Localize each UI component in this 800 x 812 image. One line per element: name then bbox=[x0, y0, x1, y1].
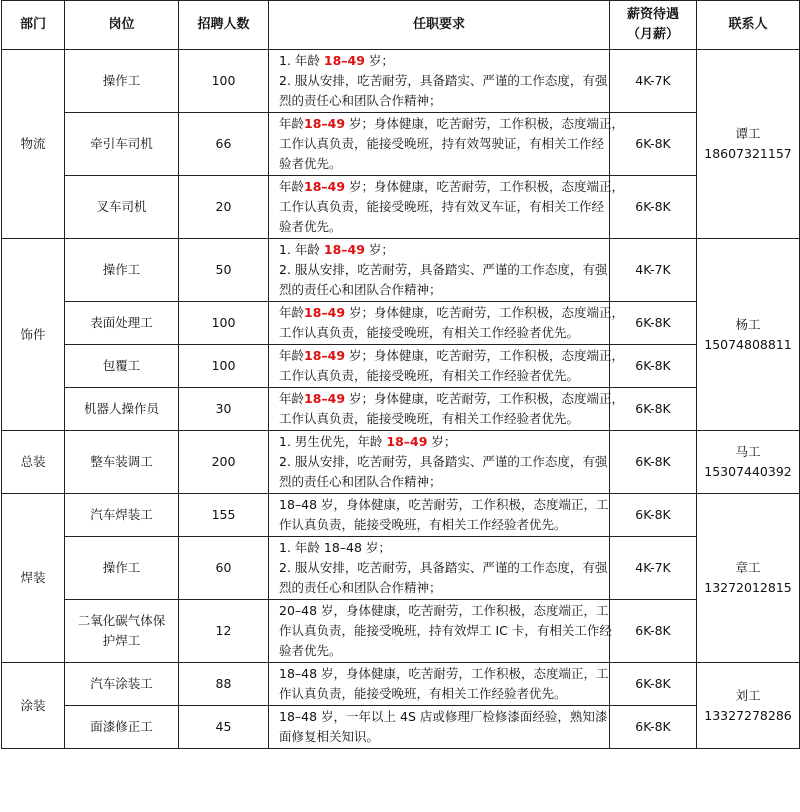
table-row bbox=[2, 388, 800, 431]
salary-cell: 6K-8K bbox=[610, 431, 697, 494]
table-row bbox=[2, 239, 800, 302]
requirement-line bbox=[279, 177, 625, 197]
contact-phone: 15074808811 bbox=[704, 336, 792, 352]
requirement-line bbox=[279, 114, 625, 134]
requirement-text: 1. 年龄 18–48 岁； bbox=[279, 540, 391, 555]
requirements-cell bbox=[269, 113, 625, 176]
count-cell: 60 bbox=[179, 537, 269, 600]
requirement-text: 2. 服从安排，吃苦耐劳，具备踏实、严谨的工作态度，有强 bbox=[279, 73, 608, 88]
position-title-line: 护焊工 bbox=[102, 633, 141, 648]
requirement-text: 作认真负责，能接受晚班，有相关工作经验者优先。 bbox=[279, 517, 567, 532]
position-cell bbox=[65, 431, 179, 494]
salary-cell: 4K-7K bbox=[610, 50, 697, 113]
salary-cell: 6K-8K bbox=[610, 176, 697, 239]
count-cell: 66 bbox=[179, 113, 269, 176]
requirement-text: 2. 服从安排，吃苦耐劳，具备踏实、严谨的工作态度，有强 bbox=[279, 454, 608, 469]
requirement-line bbox=[279, 578, 601, 598]
contact-cell bbox=[697, 663, 800, 749]
requirement-text: 1. 年龄 bbox=[279, 53, 324, 68]
position-cell bbox=[65, 50, 179, 113]
requirement-line bbox=[279, 51, 601, 71]
requirement-text: 烈的责任心和团队合作精神； bbox=[279, 282, 442, 297]
position-title-line: 整车装调工 bbox=[90, 454, 153, 469]
requirement-text: 岁； bbox=[364, 242, 394, 257]
table-row bbox=[2, 537, 800, 600]
requirement-text: 验者优先。 bbox=[279, 219, 342, 234]
position-cell bbox=[65, 537, 179, 600]
requirement-text: 岁；身体健康，吃苦耐劳，工作积极，态度端正， bbox=[345, 305, 625, 320]
requirement-text: 作认真负责，能接受晚班，持有效焊工 IC 卡，有相关工作经 bbox=[279, 623, 612, 638]
requirement-line bbox=[279, 260, 608, 280]
requirement-line bbox=[279, 71, 608, 91]
contact-name: 章工 bbox=[735, 560, 761, 575]
salary-cell: 4K-7K bbox=[610, 239, 697, 302]
requirement-text: 工作认真负责，能接受晚班，有相关工作经验者优先。 bbox=[279, 411, 580, 426]
requirement-line bbox=[279, 217, 601, 237]
salary-cell: 6K-8K bbox=[610, 302, 697, 345]
count-cell: 155 bbox=[179, 494, 269, 537]
count-cell: 200 bbox=[179, 431, 269, 494]
header-salary-line2: （月薪） bbox=[626, 27, 679, 42]
header-contact: 联系人 bbox=[697, 1, 800, 50]
requirement-line bbox=[279, 91, 601, 111]
dept-cell: 饰件 bbox=[2, 239, 65, 431]
requirement-line bbox=[279, 366, 601, 386]
requirements-cell bbox=[269, 494, 610, 537]
requirement-text: 验者优先。 bbox=[279, 643, 342, 658]
position-cell bbox=[65, 302, 179, 345]
table-row bbox=[2, 706, 800, 749]
salary-cell: 6K-8K bbox=[610, 706, 697, 749]
table-row bbox=[2, 113, 800, 176]
position-title-line: 叉车司机 bbox=[96, 199, 147, 214]
requirement-text: 年龄 bbox=[279, 348, 305, 363]
requirement-line bbox=[279, 538, 601, 558]
requirement-text: 1. 年龄 bbox=[279, 242, 324, 257]
requirement-text: 工作认真负责，能接受晚班，持有效驾驶证，有相关工作经 bbox=[279, 136, 605, 151]
requirement-line bbox=[279, 727, 601, 747]
table-row bbox=[2, 345, 800, 388]
position-title-line: 操作工 bbox=[102, 560, 141, 575]
requirement-text: 2. 服从安排，吃苦耐劳，具备踏实、严谨的工作态度，有强 bbox=[279, 560, 608, 575]
contact-cell bbox=[697, 239, 800, 431]
contact-cell bbox=[697, 431, 800, 494]
position-title-line: 操作工 bbox=[102, 262, 141, 277]
dept-cell: 总装 bbox=[2, 431, 65, 494]
position-cell bbox=[65, 345, 179, 388]
requirement-line bbox=[279, 452, 608, 472]
position-title-line: 牵引车司机 bbox=[90, 136, 153, 151]
age-range-highlight: 18–49 bbox=[304, 391, 346, 406]
position-cell bbox=[65, 600, 179, 663]
requirement-line bbox=[279, 641, 601, 661]
requirements-cell bbox=[269, 537, 610, 600]
dept-cell: 焊装 bbox=[2, 494, 65, 663]
position-cell bbox=[65, 239, 179, 302]
requirement-text: 验者优先。 bbox=[279, 156, 342, 171]
salary-cell: 6K-8K bbox=[610, 600, 697, 663]
requirement-line bbox=[279, 707, 608, 727]
requirement-text: 工作认真负责，能接受晚班，持有效叉车证，有相关工作经 bbox=[279, 199, 605, 214]
position-cell bbox=[65, 388, 179, 431]
age-range-highlight: 18–49 bbox=[323, 242, 365, 257]
count-cell: 20 bbox=[179, 176, 269, 239]
age-range-highlight: 18–49 bbox=[304, 348, 346, 363]
header-dept: 部门 bbox=[2, 1, 65, 50]
table-row bbox=[2, 50, 800, 113]
requirement-text: 岁；身体健康，吃苦耐劳，工作积极，态度端正， bbox=[345, 391, 625, 406]
requirement-text: 1. 男生优先，年龄 bbox=[279, 434, 387, 449]
requirements-cell bbox=[269, 50, 610, 113]
salary-cell: 6K-8K bbox=[610, 113, 697, 176]
count-cell: 100 bbox=[179, 50, 269, 113]
age-range-highlight: 18–49 bbox=[386, 434, 428, 449]
position-title-line: 汽车涂装工 bbox=[90, 676, 153, 691]
position-title-line: 表面处理工 bbox=[90, 315, 153, 330]
position-cell bbox=[65, 113, 179, 176]
requirements-cell bbox=[269, 388, 625, 431]
contact-name: 谭工 bbox=[735, 126, 761, 141]
requirement-text: 岁；身体健康，吃苦耐劳，工作积极，态度端正， bbox=[345, 179, 625, 194]
count-cell: 88 bbox=[179, 663, 269, 706]
contact-phone: 13327278286 bbox=[704, 707, 792, 723]
count-cell: 45 bbox=[179, 706, 269, 749]
requirements-cell bbox=[269, 176, 625, 239]
position-cell bbox=[65, 494, 179, 537]
requirement-line bbox=[279, 197, 605, 217]
contact-phone: 15307440392 bbox=[704, 464, 792, 479]
requirement-line bbox=[279, 558, 608, 578]
requirement-text: 2. 服从安排，吃苦耐劳，具备踏实、严谨的工作态度，有强 bbox=[279, 262, 608, 277]
table-row bbox=[2, 600, 800, 663]
requirement-text: 工作认真负责，能接受晚班，有相关工作经验者优先。 bbox=[279, 325, 580, 340]
requirement-text: 面修复相关知识。 bbox=[279, 729, 380, 744]
requirements-cell bbox=[269, 706, 610, 749]
requirement-line bbox=[279, 432, 601, 452]
requirements-cell bbox=[269, 431, 610, 494]
requirement-line bbox=[279, 621, 612, 641]
requirement-text: 年龄 bbox=[279, 116, 305, 131]
position-cell bbox=[65, 176, 179, 239]
requirements-cell bbox=[269, 302, 625, 345]
requirement-text: 岁；身体健康，吃苦耐劳，工作积极，态度端正， bbox=[345, 116, 625, 131]
count-cell: 50 bbox=[179, 239, 269, 302]
contact-phone: 18607321157 bbox=[704, 146, 792, 161]
header-salary bbox=[610, 1, 697, 50]
count-cell: 100 bbox=[179, 345, 269, 388]
header-position: 岗位 bbox=[65, 1, 179, 50]
contact-name: 杨工 bbox=[735, 316, 761, 332]
header-row bbox=[2, 1, 800, 50]
requirement-text: 年龄 bbox=[279, 391, 305, 406]
requirement-text: 18–48 岁，一年以上 4S 店或修理厂检修漆面经验，熟知漆 bbox=[279, 709, 608, 724]
count-cell: 12 bbox=[179, 600, 269, 663]
table-row bbox=[2, 302, 800, 345]
table-row bbox=[2, 431, 800, 494]
table-row bbox=[2, 663, 800, 706]
position-title-line: 操作工 bbox=[102, 73, 141, 88]
count-cell: 30 bbox=[179, 388, 269, 431]
requirements-cell bbox=[269, 600, 610, 663]
requirement-line bbox=[279, 154, 601, 174]
header-requirements: 任职要求 bbox=[269, 1, 610, 50]
position-title-line: 机器人操作员 bbox=[83, 401, 159, 416]
salary-cell: 6K-8K bbox=[610, 663, 697, 706]
requirement-line bbox=[279, 684, 601, 704]
requirement-line bbox=[279, 303, 625, 323]
requirement-text: 18–48 岁，身体健康，吃苦耐劳，工作积极，态度端正，工 bbox=[279, 497, 609, 512]
requirement-line bbox=[279, 280, 601, 300]
position-cell bbox=[65, 706, 179, 749]
position-title-line: 包覆工 bbox=[102, 358, 141, 373]
requirement-line bbox=[279, 472, 601, 492]
contact-phone: 13272012815 bbox=[704, 580, 792, 595]
requirement-text: 作认真负责，能接受晚班，有相关工作经验者优先。 bbox=[279, 686, 567, 701]
table-body bbox=[2, 50, 800, 749]
requirement-text: 岁； bbox=[364, 53, 394, 68]
count-cell: 100 bbox=[179, 302, 269, 345]
requirements-cell bbox=[269, 345, 625, 388]
dept-cell: 物流 bbox=[2, 50, 65, 239]
requirement-text: 年龄 bbox=[279, 305, 305, 320]
position-title-line: 汽车焊装工 bbox=[90, 507, 153, 522]
table-row bbox=[2, 494, 800, 537]
requirement-line bbox=[279, 601, 609, 621]
requirements-cell bbox=[269, 663, 610, 706]
requirement-text: 18–48 岁，身体健康，吃苦耐劳，工作积极，态度端正，工 bbox=[279, 666, 609, 681]
contact-cell bbox=[697, 494, 800, 663]
age-range-highlight: 18–49 bbox=[304, 179, 346, 194]
requirement-text: 年龄 bbox=[279, 179, 305, 194]
salary-cell: 6K-8K bbox=[610, 345, 697, 388]
contact-name: 马工 bbox=[735, 444, 761, 459]
dept-cell: 涂装 bbox=[2, 663, 65, 749]
contact-name: 刘工 bbox=[735, 687, 761, 703]
position-title-line: 面漆修正工 bbox=[90, 719, 153, 734]
requirement-text: 20–48 岁，身体健康，吃苦耐劳，工作积极，态度端正，工 bbox=[279, 603, 609, 618]
requirement-line bbox=[279, 323, 601, 343]
requirement-text: 烈的责任心和团队合作精神； bbox=[279, 474, 442, 489]
recruitment-table bbox=[1, 0, 800, 749]
requirement-text: 岁；身体健康，吃苦耐劳，工作积极，态度端正， bbox=[345, 348, 625, 363]
requirement-line bbox=[279, 134, 605, 154]
requirement-line bbox=[279, 495, 609, 515]
requirement-text: 烈的责任心和团队合作精神； bbox=[279, 93, 442, 108]
requirements-cell bbox=[269, 239, 610, 302]
salary-cell: 4K-7K bbox=[610, 537, 697, 600]
requirement-line bbox=[279, 389, 625, 409]
header-salary-line1: 薪资待遇 bbox=[626, 7, 679, 22]
requirement-line bbox=[279, 240, 601, 260]
requirement-line bbox=[279, 664, 609, 684]
header-count: 招聘人数 bbox=[179, 1, 269, 50]
salary-cell: 6K-8K bbox=[610, 388, 697, 431]
table-row bbox=[2, 176, 800, 239]
requirement-text: 工作认真负责，能接受晚班，有相关工作经验者优先。 bbox=[279, 368, 580, 383]
requirement-text: 烈的责任心和团队合作精神； bbox=[279, 580, 442, 595]
age-range-highlight: 18–49 bbox=[304, 305, 346, 320]
age-range-highlight: 18–49 bbox=[304, 116, 346, 131]
age-range-highlight: 18–49 bbox=[323, 53, 365, 68]
requirement-text: 岁； bbox=[427, 434, 457, 449]
requirement-line bbox=[279, 515, 601, 535]
salary-cell: 6K-8K bbox=[610, 494, 697, 537]
position-cell bbox=[65, 663, 179, 706]
requirement-line bbox=[279, 409, 601, 429]
requirement-line bbox=[279, 346, 625, 366]
contact-cell bbox=[697, 50, 800, 239]
position-title-line: 二氧化碳气体保 bbox=[77, 613, 166, 628]
